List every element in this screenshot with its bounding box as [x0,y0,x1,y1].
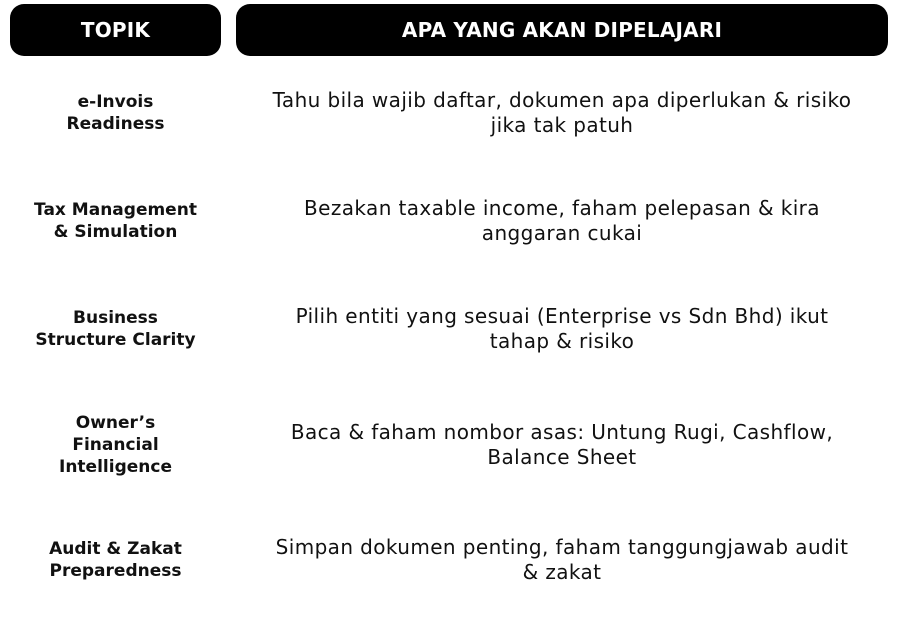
learn-column-header [236,4,888,56]
description-cell [236,525,888,595]
table-row [0,294,908,364]
description-cell [236,78,888,148]
topic-label: Tax Management & Simulation [34,200,197,242]
table-row [0,78,908,148]
topic-cell [10,78,221,148]
description-text: Pilih entiti yang sesuai (Enterprise vs Sdn Bhd) ikut tahap & risiko [295,304,829,353]
description-cell [236,186,888,256]
topic-label: e-Invois Readiness [66,92,165,134]
topic-cell [10,410,221,480]
description-text: Tahu bila wajib daftar, dokumen apa diperlukan & risiko jika tak patuh [272,88,852,137]
description-text: Simpan dokumen penting, faham tanggungjawab audit & zakat [275,535,849,584]
table-row [0,525,908,595]
topic-cell [10,186,221,256]
topic-cell [10,525,221,595]
topic-column-header [10,4,221,56]
description-cell [236,294,888,364]
learn-column-header-label: APA YANG AKAN DIPELAJARI [401,18,723,42]
topic-label: Owner’s Financial Intelligence [59,413,172,477]
description-text: Baca & faham nombor asas: Untung Rugi, Cashflow, Balance Sheet [290,420,834,469]
table-row [0,410,908,480]
topic-label: Business Structure Clarity [35,308,196,350]
table-row [0,186,908,256]
topic-column-header-label: TOPIK [80,18,151,42]
description-cell [236,410,888,480]
topic-label: Audit & Zakat Preparedness [49,539,182,581]
description-text: Bezakan taxable income, faham pelepasan & kira anggaran cukai [304,196,820,245]
topic-cell [10,294,221,364]
